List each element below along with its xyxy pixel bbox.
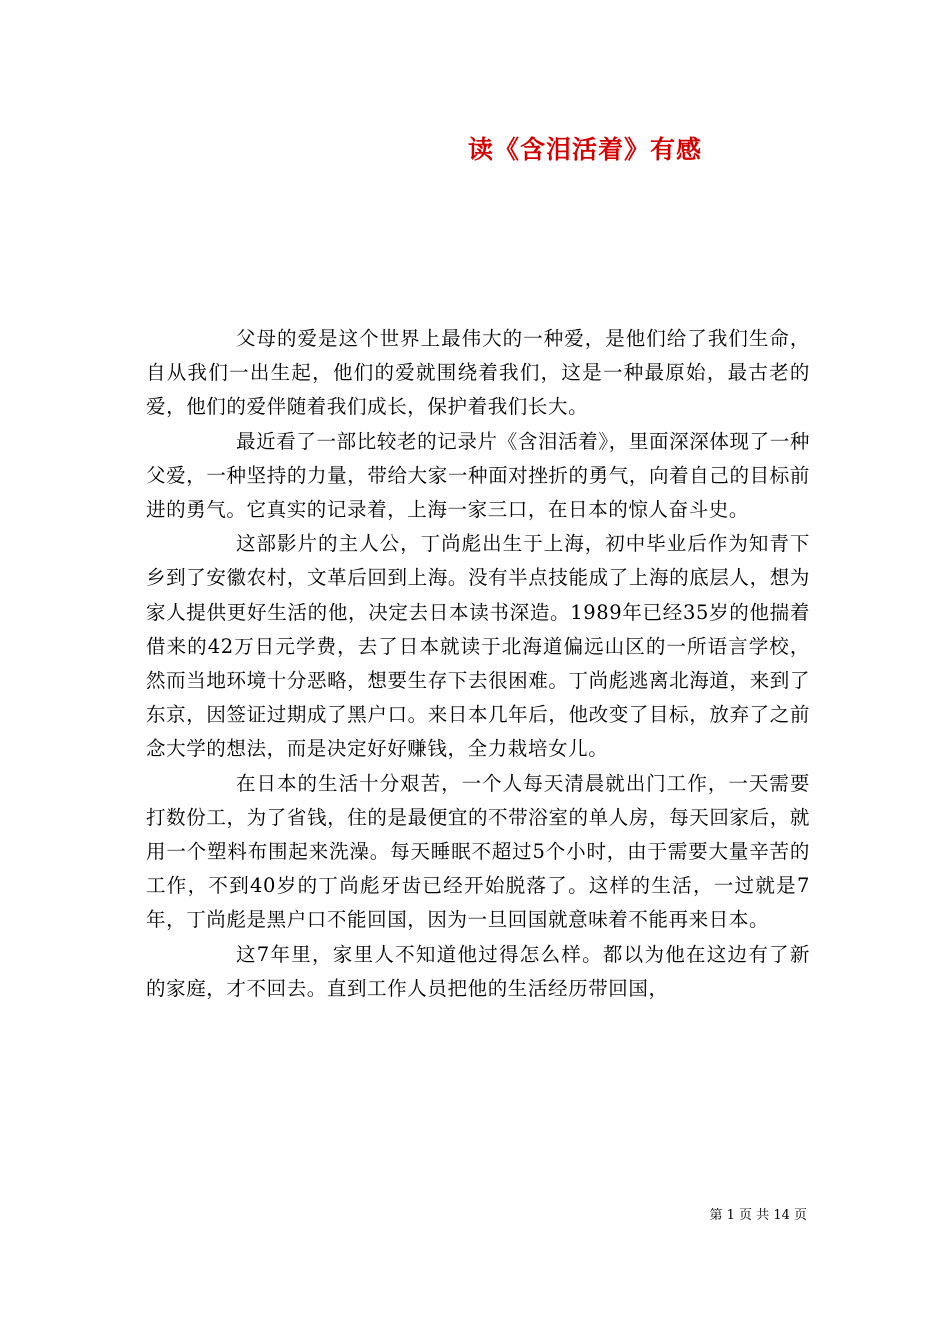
paragraph-1: 父母的爱是这个世界上最伟大的一种爱，是他们给了我们生命，自从我们一出生起，他们的爱就围绕着我们，这是一种最原始，最古老的爱，他们的爱伴随着我们成长，保护着我们长大。 [146,327,810,419]
paragraph-5: 这7年里，家里人不知道他过得怎么样。都以为他在这边有了新的家庭，才不回去。直到工作人员把他的生活经历带回国， [146,942,810,1000]
page-number: 第 1 页 共 14 页 [709,1208,807,1223]
paragraph-4: 在日本的生活十分艰苦，一个人每天清晨就出门工作，一天需要打数份工，为了省钱，住的是最便宜的不带浴室的单人房，每天回家后，就用一个塑料布围起来洗澡。每天睡眠不超过5个小时，由于需要大量辛苦的工作，不到40岁的丁尚彪牙齿已经开始脱落了。这样的生活，一过就是7年，丁尚彪是黑户口不能回国，因为一旦回国就意味着不能再来日本。 [146,771,810,932]
paragraph-2: 最近看了一部比较老的记录片《含泪活着》，里面深深体现了一种父爱，一种坚持的力量，带给大家一种面对挫折的勇气，向着自己的目标前进的勇气。它真实的记录着，上海一家三口，在日本的惊人奋斗史。 [146,429,810,522]
document-title: 读《含泪活着》有感 [468,135,703,164]
paragraph-3: 这部影片的主人公，丁尚彪出生于上海，初中毕业后作为知青下乡到了安徽农村，文革后回到上海。没有半点技能成了上海的底层人，想为家人提供更好生活的他，决定去日本读书深造。1989年已经35岁的他揣着借来的42万日元学费，去了日本就读于北海道偏远山区的一所语言学校，然而当地环境十分恶略，想要生存下去很困难。丁尚彪逃离北海道，来到了东京，因签证过期成了黑户口。来日本几年后，他改变了目标，放弃了之前念大学的想法，而是决定好好赚钱，全力栽培女儿。 [146,532,810,761]
document-body [146,322,810,1006]
